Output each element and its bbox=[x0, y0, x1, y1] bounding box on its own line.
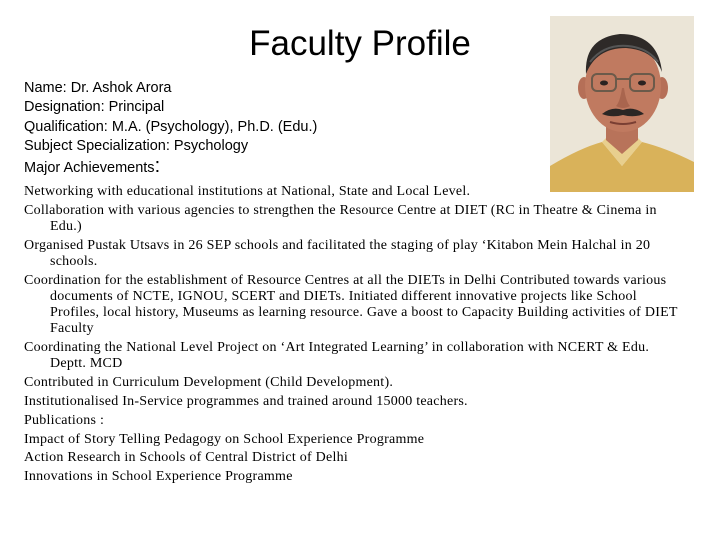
name-text: Name: Dr. Ashok Arora bbox=[24, 80, 172, 96]
profile-info bbox=[24, 79, 317, 178]
specialization-text: Subject Specialization: Psychology bbox=[24, 137, 249, 154]
list-item: Publications : bbox=[24, 412, 105, 428]
list-item: Collaboration with various agencies to strengthen the Resource Centre at DIET (RC in Theatre & Cinema in Edu.) bbox=[24, 202, 657, 234]
list-item: Coordination for the establishment of Resource Centres at all the DIETs in Delhi Contributed towards various documents of NCTE, IGNOU, SCERT and DIETs. Initiated different innovative projects like School Profiles, local history, Museums as learning resource. Gave a boost to Capacity Building activities of DIET Faculty bbox=[24, 272, 678, 337]
list-item: Action Research in Schools of Central District of Delhi bbox=[24, 450, 349, 466]
list-item: Organised Pustak Utsavs in 26 SEP schools and facilitated the staging of play ‘Kitabon Mein Halchal in 20 schools. bbox=[24, 237, 651, 269]
list-item: Impact of Story Telling Pedagogy on School Experience Programme bbox=[24, 431, 425, 447]
list-item: Contributed in Curriculum Development (Child Development). bbox=[24, 375, 394, 391]
achievements-label: Major Achievements: bbox=[24, 155, 161, 178]
page-title: Faculty Profile bbox=[249, 24, 471, 63]
qualification-text: Qualification: M.A. (Psychology), Ph.D. (Edu.) bbox=[24, 118, 318, 135]
list-item: Institutionalised In-Service programmes and trained around 15000 teachers. bbox=[24, 394, 468, 409]
list-item: Networking with educational institutions at National, State and Local Level. bbox=[24, 184, 471, 199]
achievements-list bbox=[24, 184, 684, 488]
designation-text: Designation: Principal bbox=[24, 99, 165, 116]
profile-photo bbox=[550, 16, 694, 192]
list-item: Coordinating the National Level Project on ‘Art Integrated Learning’ in collaboration with NCERT & Edu. Deptt. MCD bbox=[24, 340, 650, 372]
list-item: Innovations in School Experience Programme bbox=[24, 469, 293, 485]
